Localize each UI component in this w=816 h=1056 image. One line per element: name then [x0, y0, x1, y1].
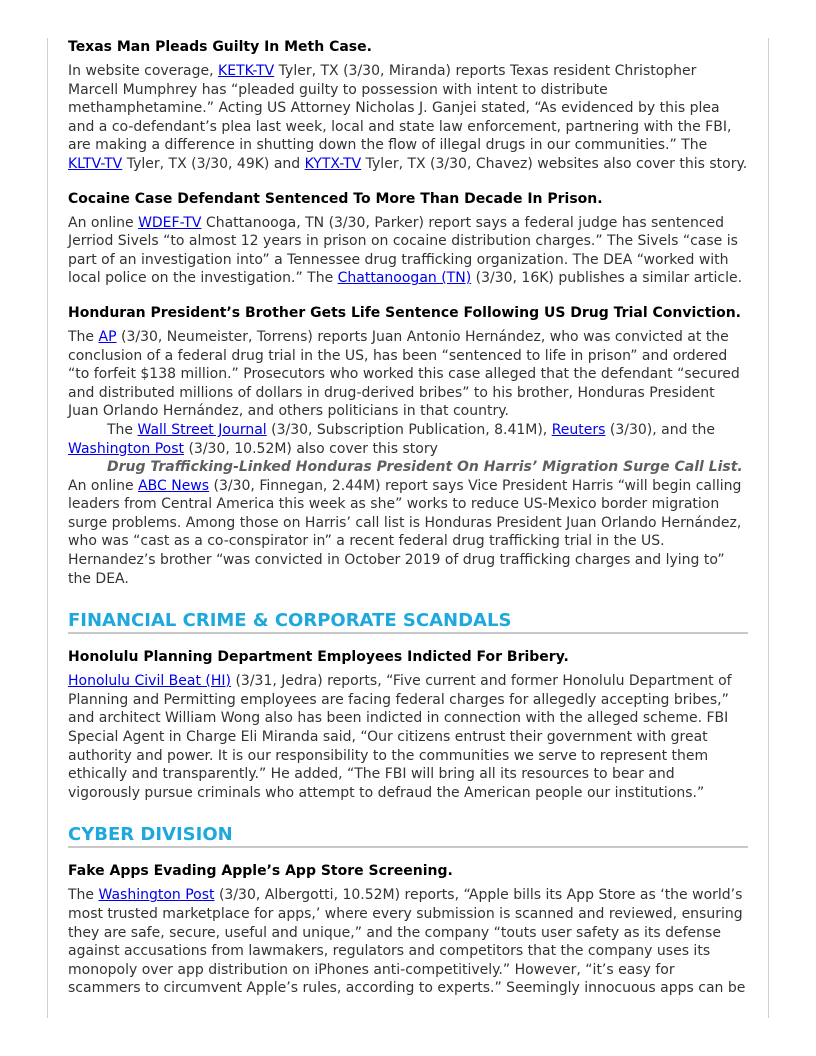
article-title: Fake Apps Evading Apple’s App Store Screening.	[68, 863, 453, 880]
article-title: Honduran President’s Brother Gets Life Sentence Following US Drug Trial Conviction.	[68, 304, 741, 321]
source-link[interactable]: Honolulu Civil Beat (HI)	[68, 673, 232, 690]
source-link[interactable]: AP	[98, 328, 117, 345]
article-paragraph: The AP (3/30, Neumeister, Torrens) reports Juan Antonio Hernández, who was convicted at the conclusion of a federal drug trial in the US, has been “sentenced to life in prison” and ordered “to forfeit $138 million.” Prosecutors who worked this case alleged that the defendant “secured and distributed millions of dollars in drug-derived bribes” to his brother, Honduras President Juan Orlando Hernández, and others politicians in that country.	[68, 328, 740, 420]
left-margin-rule	[47, 38, 48, 1018]
source-link[interactable]: KYTX-TV	[304, 155, 362, 172]
article-title: Honolulu Planning Department Employees Indicted For Bribery.	[68, 649, 569, 666]
source-link[interactable]: ABC News	[138, 477, 210, 494]
article-subheading: Drug Trafficking-Linked Honduras President On Harris’ Migration Surge Call List.	[107, 459, 743, 476]
right-margin-rule	[768, 38, 769, 1018]
source-link[interactable]: Wall Street Journal	[137, 421, 267, 438]
source-link[interactable]: KETK-TV	[218, 63, 275, 79]
article-paragraph: An online WDEF-TV Chattanooga, TN (3/30, Parker) report says a federal judge has sentenced Jerriod Sivels “to almost 12 years in prison on cocaine distribution charges.” The Sivels “case is part of an investigation into” a Tennessee drug trafficking organization. The DEA “worked with local police on the investigation.” The Chattanoogan (TN) (3/30, 16K) publishes a similar article.	[68, 214, 743, 287]
source-link[interactable]: Washington Post	[98, 887, 215, 904]
source-link[interactable]: WDEF-TV	[138, 214, 202, 231]
source-link[interactable]: Chattanoogan (TN)	[337, 270, 472, 287]
section-heading-financial: FINANCIAL CRIME & CORPORATE SCANDALS	[68, 610, 748, 634]
article-paragraph: Honolulu Civil Beat (HI) (3/31, Jedra) reports, “Five current and former Honolulu Department of Planning and Permitting employees are facing federal charges for allegedly accepting bribes,” and architect William Wong also has been indicted in connection with the alleged scheme. FBI Special Agent in Charge Eli Miranda said, “Our citizens entrust their government with great authority and power. It is our responsibility to the communities we serve to represent them ethically and transparently.” He added, “The FBI will bring all its resources to bear and vigorously pursue criminals who attempt to defraud the American people our institutions.”	[68, 673, 732, 801]
article-title: Texas Man Pleads Guilty In Meth Case.	[68, 39, 372, 55]
article-paragraph: In website coverage, KETK-TV Tyler, TX (3/30, Miranda) reports Texas resident Christopher Marcell Mumphrey has “pleaded guilty to possession with intent to distribute methamphetamine.” Acting US Attorney Nicholas J. Ganjei stated, “As evidenced by this plea and a co-defendant’s plea last week, local and state law enforcement, partnering with the FBI, are making a difference in shutting down the flow of illegal drugs in our communities.” The KLTV-TV Tyler, TX (3/30, 49K) and KYTX-TV Tyler, TX (3/30, Chavez) websites also cover this story.	[68, 63, 748, 172]
article-paragraph: An online ABC News (3/30, Finnegan, 2.44M) report says Vice President Harris “will begin calling leaders from Central America this week as she” works to reduce US-Mexico border migration surge problems. Among those on Harris’ call list is Honduras President Juan Orlando Hernández, who was “cast as a co-conspirator in” a recent federal drug trafficking trial in the US. Hernandez’s brother “was convicted in October 2019 of drug trafficking charges and lying to” the DEA.	[68, 477, 742, 587]
source-link[interactable]: KLTV-TV	[68, 155, 123, 172]
article-paragraph: The Washington Post (3/30, Albergotti, 10.52M) reports, “Apple bills its App Store as ‘the world’s most trusted marketplace for apps,’ where every submission is scanned and reviewed, ensuring they are safe, secure, useful and unique,” and the company “touts user safety as its defense against accusations from lawmakers, regulators and competitors that the company uses its monopoly over app distribution on iPhones anti-competitively.” However, “it’s easy for scammers to circumvent Apple’s rules, according to experts.” Seemingly innocuous apps can be	[68, 887, 746, 997]
article-title: Cocaine Case Defendant Sentenced To More Than Decade In Prison.	[68, 190, 603, 207]
newsletter-body	[68, 38, 748, 998]
source-link[interactable]: Washington Post	[68, 440, 185, 457]
source-link[interactable]: Reuters	[551, 421, 606, 438]
article-paragraph: The Wall Street Journal (3/30, Subscription Publication, 8.41M), Reuters (3/30), and the Washington Post (3/30, 10.52M) also cover this story	[68, 421, 715, 457]
section-heading-cyber: CYBER DIVISION	[68, 824, 748, 848]
